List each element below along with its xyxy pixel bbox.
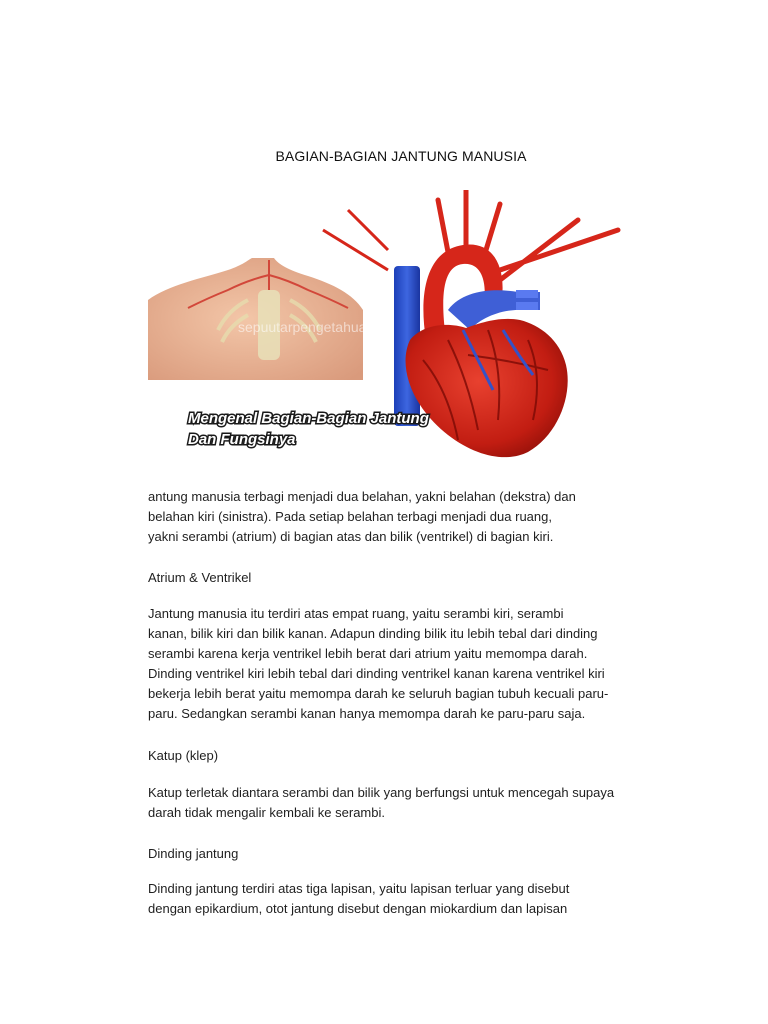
atrium-paragraph (148, 604, 668, 724)
intro-paragraph (148, 487, 668, 547)
atrium-line: serambi karena kerja ventrikel lebih berat dari atrium yaitu memompa darah. (148, 646, 588, 661)
katup-paragraph (148, 783, 668, 823)
figure-caption-line2: Dan Fungsinya (188, 431, 296, 448)
atrium-line: Dinding ventrikel kiri lebih tebal dari dinding ventrikel kanan karena ventrikel kiri (148, 666, 605, 681)
atrium-line: kanan, bilik kiri dan bilik kanan. Adapun dinding bilik itu lebih tebal dari dinding (148, 626, 598, 641)
heading-dinding: Dinding jantung (148, 846, 239, 861)
atrium-line: paru. Sedangkan serambi kanan hanya memompa darah ke paru-paru saja. (148, 706, 586, 721)
dinding-line: Dinding jantung terdiri atas tiga lapisan, yaitu lapisan terluar yang disebut (148, 881, 570, 896)
intro-line: antung manusia terbagi menjadi dua belahan, yakni belahan (dekstra) dan (148, 489, 576, 504)
document-title: BAGIAN-BAGIAN JANTUNG MANUSIA (275, 148, 527, 164)
intro-line: belahan kiri (sinistra). Pada setiap belahan terbagi menjadi dua ruang, (148, 509, 552, 524)
katup-line: Katup terletak diantara serambi dan bilik yang berfungsi untuk mencegah supaya (148, 785, 615, 800)
heart-illustration (148, 190, 626, 464)
atrium-line: Jantung manusia itu terdiri atas empat ruang, yaitu serambi kiri, serambi (148, 606, 564, 621)
katup-line: darah tidak mengalir kembali ke serambi. (148, 805, 385, 820)
heart-illustration-svg (148, 190, 626, 464)
dinding-paragraph (148, 879, 668, 919)
heading-katup: Katup (klep) (148, 748, 219, 763)
figure-watermark: sepuutarpengetahuan (238, 319, 375, 335)
atrium-line: bekerja lebih berat yaitu memompa darah ke seluruh bagian tubuh kecuali paru- (148, 686, 609, 701)
dinding-line: dengan epikardium, otot jantung disebut dengan miokardium dan lapisan (148, 901, 568, 916)
heading-atrium: Atrium & Ventrikel (148, 570, 252, 585)
figure-caption-line1: Mengenal Bagian-Bagian Jantung (188, 410, 429, 427)
intro-line: yakni serambi (atrium) di bagian atas dan bilik (ventrikel) di bagian kiri. (148, 529, 554, 544)
